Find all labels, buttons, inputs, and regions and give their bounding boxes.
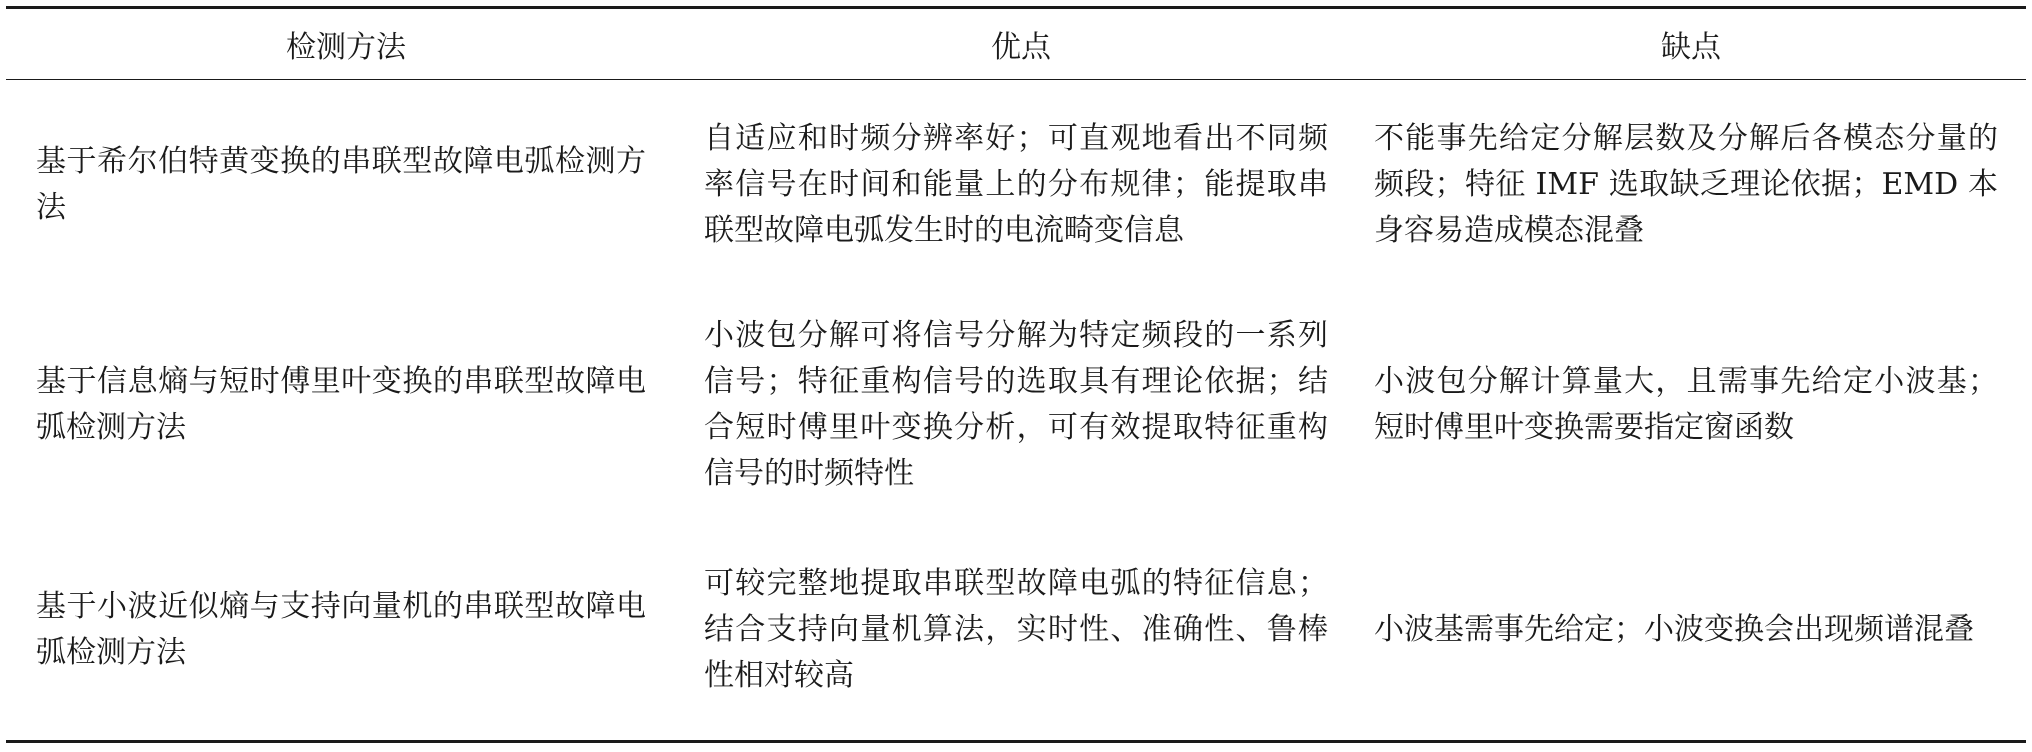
header-row	[6, 8, 2026, 80]
method-text: 基于希尔伯特黄变换的串联型故障电弧检测方法	[36, 144, 646, 225]
disadvantages-cell	[1356, 290, 2026, 520]
advantages-text: 小波包分解可将信号分解为特定频段的一系列信号；特征重构信号的选取具有理论依据；结合短时傅里叶变换分析，可有效提取特征重构信号的时频特性	[704, 318, 1328, 491]
table-row	[6, 80, 2026, 291]
header-disadvantages: 缺点	[1661, 30, 1721, 65]
method-cell	[6, 80, 686, 291]
method-text: 基于信息熵与短时傅里叶变换的串联型故障电弧检测方法	[36, 364, 646, 445]
advantages-cell	[686, 290, 1356, 520]
advantages-text: 可较完整地提取串联型故障电弧的特征信息；结合支持向量机算法，实时性、准确性、鲁棒性相对较高	[704, 566, 1328, 693]
advantages-cell	[686, 80, 1356, 291]
table-row	[6, 290, 2026, 520]
advantages-cell	[686, 520, 1356, 742]
disadvantages-cell	[1356, 80, 2026, 291]
header-advantages: 优点	[991, 30, 1051, 65]
comparison-table-container	[6, 6, 2026, 743]
table-row	[6, 520, 2026, 742]
disadvantages-text: 小波基需事先给定；小波变换会出现频谱混叠	[1374, 612, 1974, 647]
disadvantages-cell	[1356, 520, 2026, 742]
detection-methods-table	[6, 6, 2026, 743]
disadvantages-text: 不能事先给定分解层数及分解后各模态分量的频段；特征 IMF 选取缺乏理论依据；EMD 本身容易造成模态混叠	[1374, 121, 1998, 248]
method-text: 基于小波近似熵与支持向量机的串联型故障电弧检测方法	[36, 589, 646, 670]
disadvantages-text: 小波包分解计算量大，且需事先给定小波基；短时傅里叶变换需要指定窗函数	[1374, 364, 1998, 445]
method-cell	[6, 290, 686, 520]
header-method: 检测方法	[286, 30, 406, 65]
method-cell	[6, 520, 686, 742]
table-header	[6, 8, 2026, 80]
table-body	[6, 80, 2026, 742]
advantages-text: 自适应和时频分辨率好；可直观地看出不同频率信号在时间和能量上的分布规律；能提取串联型故障电弧发生时的电流畸变信息	[704, 121, 1328, 248]
